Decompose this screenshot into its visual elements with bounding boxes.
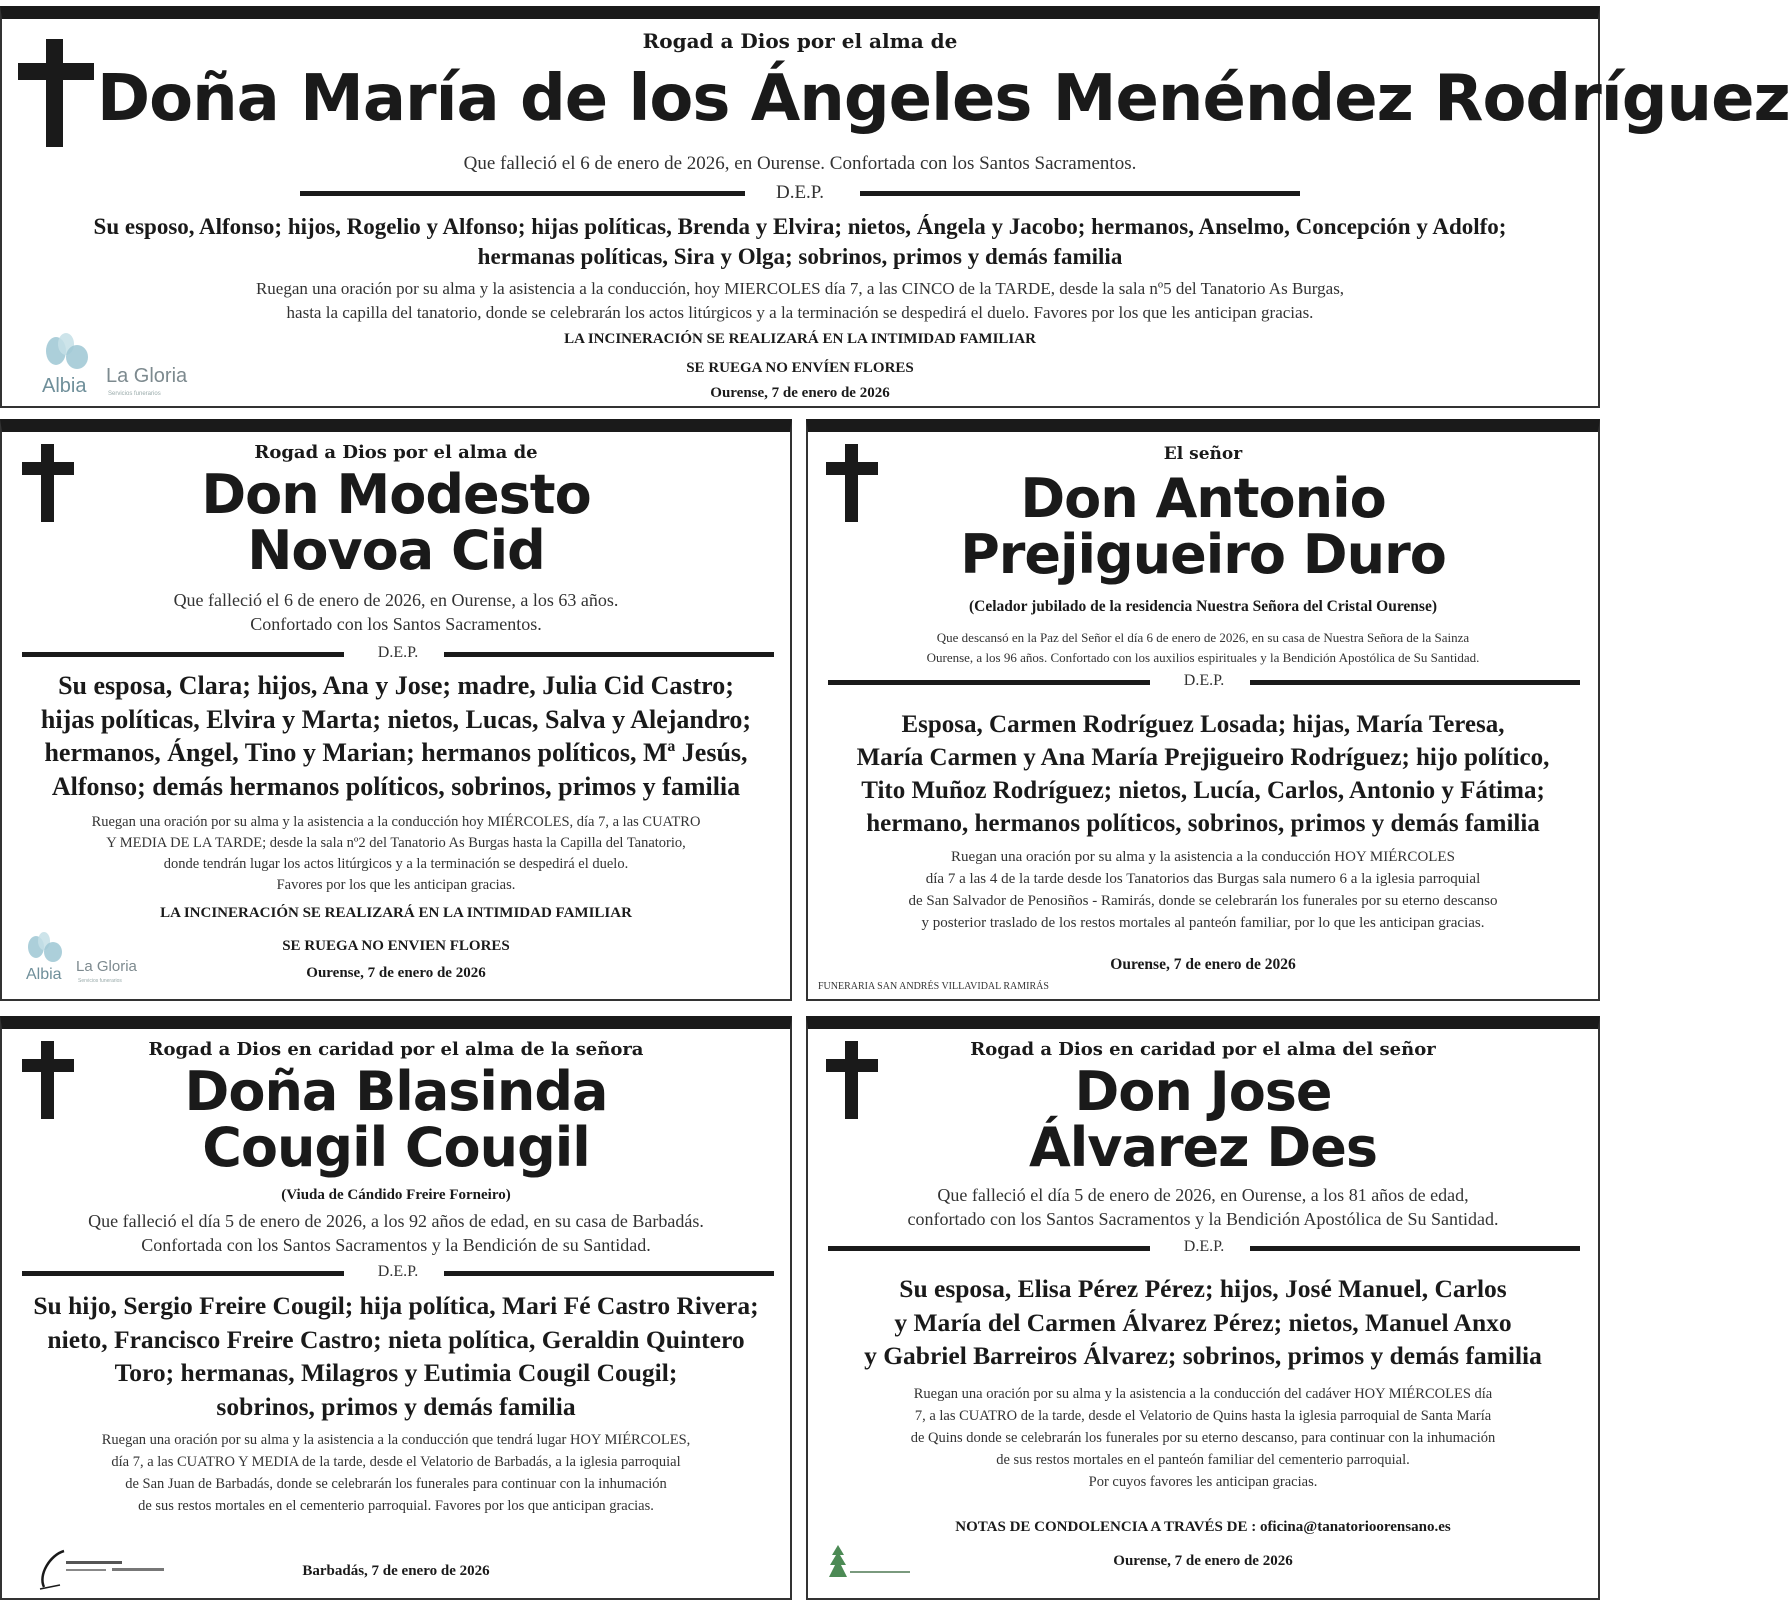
request-line: 7, a las CUATRO de la tarde, desde el Velatorio de Quins hasta la iglesia parroquial de Santa María <box>914 1408 1492 1424</box>
albia-logo: Albia La Gloria Servicios funerarios <box>24 932 154 992</box>
intro-text: Rogad a Dios por el alma de <box>254 442 538 463</box>
request-line: donde tendrán lugar los actos litúrgicos y a la terminación se despedirá el duelo. <box>163 856 629 872</box>
request-line: Y MEDIA DE LA TARDE; desde la sala nº2 del Tanatorio As Burgas hasta la Capilla del Tanatorio, <box>106 835 686 851</box>
request-line: Ruegan una oración por su alma y la asistencia a la conducción que tendrá lugar HOY MIÉRCOLES, <box>101 1432 691 1448</box>
flowers-note: SE RUEGA NO ENVIEN FLORES <box>282 938 510 954</box>
request-line: de Quins donde se celebrarán los funerales por su eterno descanso, para continuar con la inhumación <box>910 1430 1496 1446</box>
dep-divider <box>22 644 774 664</box>
death-details: confortado con los Santos Sacramentos y la Bendición Apostólica de Su Santidad. <box>907 1209 1499 1229</box>
place-date: Ourense, 7 de enero de 2026 <box>710 385 890 401</box>
dep-label: D.E.P. <box>1183 672 1225 689</box>
intro-text: Rogad a Dios en caridad por el alma del señor <box>970 1039 1436 1060</box>
request-line: Ruegan una oración por su alma y la asistencia a la conducción HOY MIÉRCOLES <box>951 849 1455 865</box>
request-line: Por cuyos favores les anticipan gracias. <box>1088 1474 1318 1490</box>
dep-divider <box>828 1238 1580 1258</box>
dep-label: D.E.P. <box>1183 1238 1225 1255</box>
death-details: Que descansó en la Paz del Señor el día 6 de enero de 2026, en su casa de Nuestra Señora de la Sainza <box>936 630 1470 645</box>
deceased-name: Prejigueiro Duro <box>960 523 1446 586</box>
request-line: de San Juan de Barbadás, donde se celebrarán los funerales para continuar con la inhumación <box>125 1476 667 1492</box>
family-line: Su esposo, Alfonso; hijos, Rogelio y Alfonso; hijas políticas, Brenda y Elvira; nietos, Ángela y Jacobo; hermanos, Anselmo, Concepción y Adolfo; <box>93 214 1507 239</box>
family-line: hermano, hermanos políticos, sobrinos, primos y demás familia <box>866 810 1540 837</box>
dep-label: D.E.P. <box>775 182 825 203</box>
request-line: día 7 a las 4 de la tarde desde los Tanatorios das Burgas sala numero 6 a la iglesia parroquial <box>925 871 1481 887</box>
intro-text: Rogad a Dios en caridad por el alma de la señora <box>148 1039 644 1060</box>
request-line: y posterior traslado de los restos mortales al panteón familiar, por lo que les anticipan gracias. <box>921 915 1485 931</box>
widow-subtitle: (Viuda de Cándido Freire Forneiro) <box>281 1187 511 1203</box>
occupation-subtitle: (Celador jubilado de la residencia Nuestra Señora del Cristal Ourense) <box>968 598 1437 615</box>
funeral-home-logo <box>30 1545 170 1591</box>
family-line: Esposa, Carmen Rodríguez Losada; hijas, María Teresa, <box>901 711 1505 738</box>
request-line: Ruegan una oración por su alma y la asistencia a la conducción hoy MIÉRCOLES, día 7, a las CUATRO <box>91 814 701 830</box>
family-line: María Carmen y Ana María Prejigueiro Rodríguez; hijo político, <box>856 744 1550 771</box>
death-details: Que falleció el día 5 de enero de 2026, en Ourense, a los 81 años de edad, <box>937 1185 1469 1205</box>
family-line: hijas políticas, Elvira y Marta; nietos, Lucas, Salva y Alejandro; <box>40 705 752 734</box>
dep-divider <box>300 182 1300 204</box>
family-line: nieto, Francisco Freire Castro; nieta política, Geraldin Quintero <box>47 1325 745 1354</box>
family-line: hermanas políticas, Sira y Olga; sobrinos, primos y demás familia <box>477 244 1123 269</box>
intro-text: Rogad a Dios por el alma de <box>642 29 958 53</box>
request-line: de San Salvador de Penosiños - Ramirás, donde se celebrarán los funerales por su eterno descanso <box>908 893 1498 909</box>
family-line: Alfonso; demás hermanos políticos, sobrinos, primos y familia <box>51 772 741 801</box>
death-details: Que falleció el día 5 de enero de 2026, a los 92 años de edad, en su casa de Barbadás. <box>88 1211 704 1231</box>
family-line: hermanos, Ángel, Tino y Marian; hermanos políticos, Mª Jesús, <box>44 738 748 767</box>
tanatorio-logo <box>826 1541 926 1585</box>
family-line: Su esposa, Clara; hijos, Ana y Jose; madre, Julia Cid Castro; <box>58 671 734 700</box>
deceased-name: Don Antonio <box>1020 467 1386 530</box>
obituary-notice-3 <box>806 419 1600 1001</box>
obituary-notice-5 <box>806 1016 1600 1600</box>
deceased-name: Álvarez Des <box>1028 1116 1377 1179</box>
family-line: y María del Carmen Álvarez Pérez; nietos, Manuel Anxo <box>894 1308 1512 1337</box>
place-date: Barbadás, 7 de enero de 2026 <box>302 1563 490 1579</box>
dep-divider <box>828 672 1580 692</box>
family-line: sobrinos, primos y demás familia <box>216 1392 576 1421</box>
request-line: hasta la capilla del tanatorio, donde se celebrarán los actos litúrgicos y a la terminación se despedirá el duelo. Favores por los que les anticipan gracias. <box>286 303 1314 322</box>
condolence-note: NOTAS DE CONDOLENCIA A TRAVÉS DE : oficina@tanatorioorensano.es <box>955 1519 1451 1535</box>
deceased-name: Cougil Cougil <box>202 1116 590 1179</box>
family-line: Su esposa, Elisa Pérez Pérez; hijos, José Manuel, Carlos <box>899 1274 1507 1303</box>
deceased-name: Don Jose <box>1074 1060 1332 1123</box>
place-date: Ourense, 7 de enero de 2026 <box>1113 1553 1293 1569</box>
request-line: Favores por los que les anticipan gracias. <box>276 877 516 893</box>
death-details: Que falleció el 6 de enero de 2026, en Ourense. Confortada con los Santos Sacramentos. <box>463 153 1137 174</box>
request-line: día 7, a las CUATRO Y MEDIA de la tarde, desde el Velatorio de Barbadás, a la iglesia parroquial <box>111 1454 681 1470</box>
request-line: Ruegan una oración por su alma y la asistencia a la conducción del cadáver HOY MIÉRCOLES día <box>913 1386 1493 1402</box>
deceased-name: Don Modesto <box>201 463 591 526</box>
death-details: Confortada con los Santos Sacramentos y la Bendición de su Santidad. <box>141 1235 651 1255</box>
dep-divider <box>22 1263 774 1283</box>
cremation-note: LA INCINERACIÓN SE REALIZARÁ EN LA INTIMIDAD FAMILIAR <box>564 331 1036 347</box>
flowers-note: SE RUEGA NO ENVÍEN FLORES <box>686 360 914 376</box>
request-line: de sus restos mortales en el panteón familiar del cementerio parroquial. <box>996 1452 1410 1468</box>
dep-label: D.E.P. <box>377 1263 419 1280</box>
dep-label: D.E.P. <box>377 644 419 661</box>
deceased-name: Doña María de los Ángeles Menéndez Rodríguez <box>97 62 1790 136</box>
place-date: Ourense, 7 de enero de 2026 <box>306 965 486 981</box>
deceased-name: Novoa Cid <box>247 519 545 582</box>
death-details: Que falleció el 6 de enero de 2026, en Ourense, a los 63 años. <box>173 590 619 610</box>
intro-text: El señor <box>1163 444 1243 464</box>
request-line: Ruegan una oración por su alma y la asistencia a la conducción, hoy MIERCOLES día 7, a las CINCO de la TARDE, desde la sala nº5 del Tanatorio As Burgas, <box>255 279 1345 298</box>
obituary-notice-4 <box>0 1016 792 1600</box>
cremation-note: LA INCINERACIÓN SE REALIZARÁ EN LA INTIMIDAD FAMILIAR <box>160 905 632 921</box>
cross-icon <box>18 39 94 147</box>
family-line: y Gabriel Barreiros Álvarez; sobrinos, primos y demás familia <box>864 1341 1542 1370</box>
place-date: Ourense, 7 de enero de 2026 <box>1110 956 1296 973</box>
funeral-home: FUNERARIA SAN ANDRÉS VILLAVIDAL RAMIRÁS <box>818 981 1049 992</box>
albia-logo: Albia La Gloria Servicios funerarios <box>40 331 200 401</box>
obituary-notice-2 <box>0 419 792 1001</box>
deceased-name: Doña Blasinda <box>184 1060 608 1123</box>
family-line: Su hijo, Sergio Freire Cougil; hija política, Mari Fé Castro Rivera; <box>33 1291 759 1320</box>
death-details: Ourense, a los 96 años. Confortado con los auxilios espirituales y la Bendición Apostólica de Su Santidad. <box>926 650 1480 665</box>
obituary-notice-1 <box>0 6 1790 408</box>
family-line: Toro; hermanas, Milagros y Eutimia Cougil Cougil; <box>114 1358 678 1387</box>
request-line: de sus restos mortales en el cementerio parroquial. Favores por los que anticipan gracias. <box>138 1498 654 1514</box>
family-line: Tito Muñoz Rodríguez; nietos, Lucía, Carlos, Antonio y Fátima; <box>861 777 1545 804</box>
death-details: Confortado con los Santos Sacramentos. <box>250 614 542 634</box>
